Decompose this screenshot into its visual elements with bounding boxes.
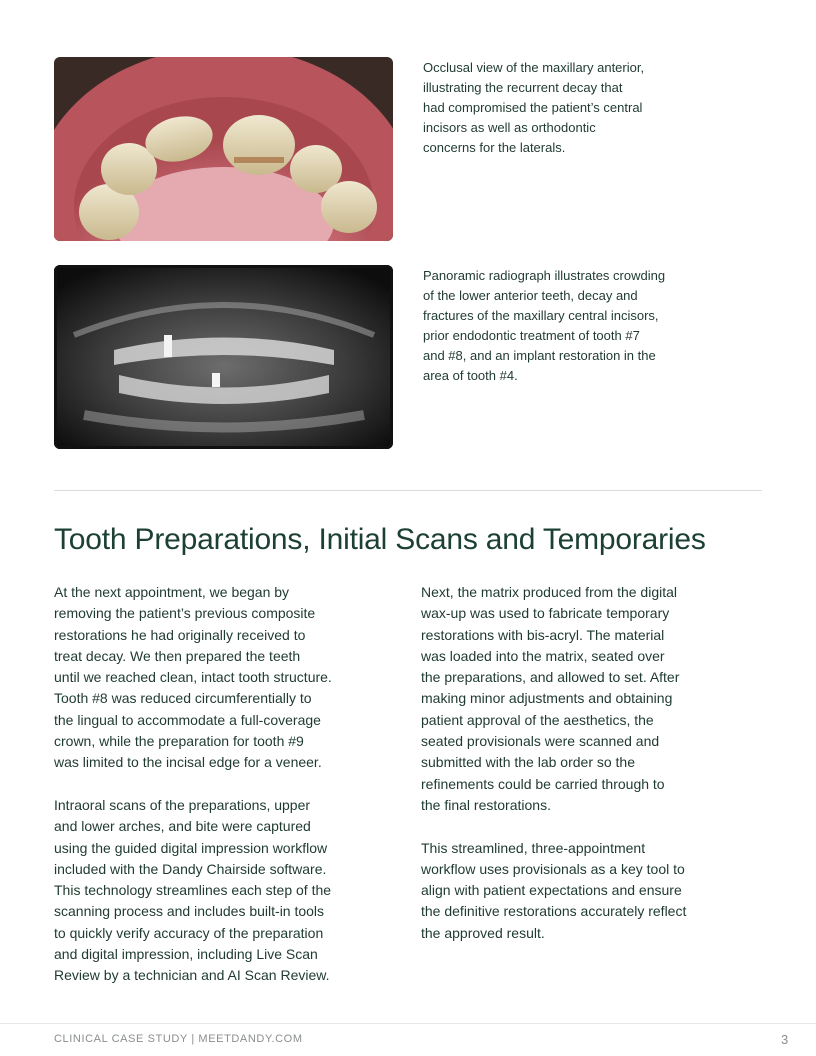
page-number: 3 <box>781 1032 789 1047</box>
occlusal-photo-graphic <box>54 57 393 241</box>
occlusal-view-photo <box>54 57 393 241</box>
section-divider <box>54 490 762 491</box>
footer-divider <box>0 1023 816 1024</box>
section-heading: Tooth Preparations, Initial Scans and Temporaries <box>54 523 706 556</box>
radiograph-graphic <box>54 265 393 449</box>
radiograph-caption: Panoramic radiograph illustrates crowding of the lower anterior teeth, decay and fractures of the maxillary central incisors, prior endodontic treatment of tooth #7 and #8, and an implant restoration in the area of tooth #4. <box>423 268 666 383</box>
right-column <box>421 582 751 965</box>
left-column <box>54 582 384 1008</box>
right-paragraph-1: Next, the matrix produced from the digital wax-up was used to fabricate temporary restorations with bis-acryl. The material was loaded into the matrix, seated over the preparations, and allowed to set. After making minor adjustments and obtaining patient approval of the aesthetics, the seated provisionals were scanned and submitted with the lab order so the refinements could be carried through to the final restorations. <box>421 584 680 813</box>
left-paragraph-1: At the next appointment, we began by removing the patient’s previous composite restorations he had originally received to treat decay. We then prepared the teeth until we reached clean, intact tooth structure. Tooth #8 was reduced circumferentially to the lingual to accommodate a full-coverage crown, while the preparation for tooth #9 was limited to the incisal edge for a veneer. <box>54 584 332 771</box>
footer-label: CLINICAL CASE STUDY | MEETDANDY.COM <box>54 1033 303 1045</box>
left-paragraph-2: Intraoral scans of the preparations, upper and lower arches, and bite were captured using the guided digital impression workflow included with the Dandy Chairside software. This technology streamlines each step of the scanning process and includes built-in tools to quickly verify accuracy of the preparation and digital impression, including Live Scan Review by a technician and AI Scan Review. <box>54 796 332 984</box>
panoramic-radiograph-image <box>54 265 393 449</box>
occlusal-view-caption: Occlusal view of the maxillary anterior, illustrating the recurrent decay that had compromised the patient’s central incisors as well as orthodontic concerns for the laterals. <box>423 60 645 155</box>
right-paragraph-2: This streamlined, three-appointment workflow uses provisionals as a key tool to align with patient expectations and ensure the definitive restorations accurately reflect the approved result. <box>421 839 687 941</box>
